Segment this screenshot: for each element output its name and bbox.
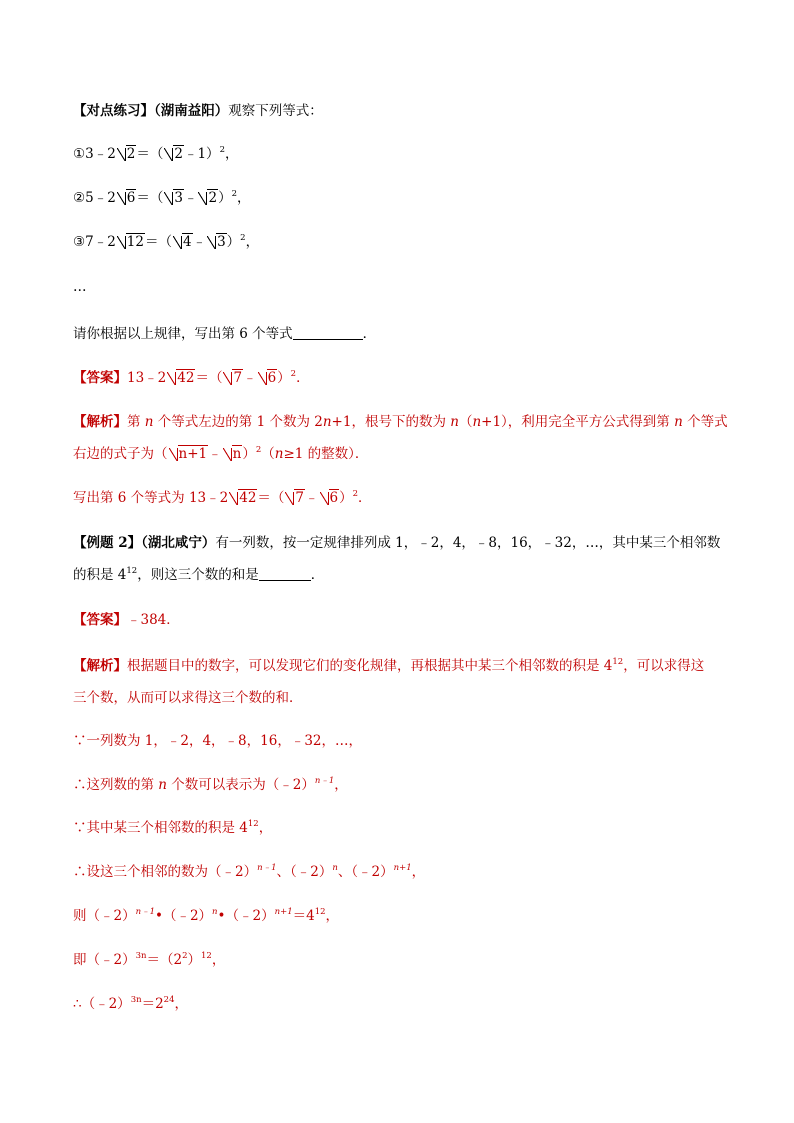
answer1-close: ） bbox=[277, 370, 291, 386]
answer1-radicand-2: 7 bbox=[233, 370, 243, 386]
sqrt-symbol bbox=[117, 232, 145, 252]
sqrt-symbol bbox=[198, 188, 218, 208]
answer1-period: ． bbox=[296, 370, 310, 386]
eq1-equals: ＝（ bbox=[136, 146, 164, 162]
eq2-radicand-3: 2 bbox=[208, 190, 218, 206]
sqrt-symbol bbox=[164, 188, 184, 208]
exponent: n﹣1 bbox=[314, 776, 335, 786]
analysis-label: 【解析】 bbox=[73, 658, 127, 674]
minus: ﹣ bbox=[305, 490, 319, 506]
eq1-radicand: 2 bbox=[126, 146, 136, 162]
text: +1），利用完全平方公式得到第 bbox=[481, 414, 675, 430]
sqrt-symbol bbox=[285, 488, 305, 508]
analysis-2-line-1 bbox=[73, 656, 704, 676]
eq1-right: ﹣1） bbox=[183, 146, 220, 162]
close: ） bbox=[339, 490, 353, 506]
text: +1，根号下的数为 bbox=[331, 414, 451, 430]
practice-intro: 观察下列等式： bbox=[228, 103, 323, 119]
step-1: ∵一列数为 1，﹣2，4，﹣8，16，﹣32，…， bbox=[73, 733, 363, 749]
sqrt-symbol bbox=[117, 144, 137, 164]
exponent: n bbox=[212, 907, 218, 917]
radicand: 6 bbox=[329, 490, 339, 506]
text: •（﹣2） bbox=[154, 908, 213, 924]
practice-source: （湖南益阳） bbox=[154, 103, 229, 119]
text: 个数可以表示为（﹣2） bbox=[167, 777, 315, 793]
text: 即（﹣2） bbox=[73, 952, 136, 968]
comma: ， bbox=[325, 908, 340, 924]
analysis-1-line-2 bbox=[73, 444, 368, 464]
period: ． bbox=[358, 490, 372, 506]
step-7 bbox=[73, 994, 188, 1014]
analysis-2-line-2: 三个数，从而可以求得这三个数的和． bbox=[73, 690, 303, 706]
eq3-left: ③7﹣2 bbox=[73, 234, 116, 250]
var-n: n bbox=[158, 777, 167, 793]
exponent: n+1 bbox=[274, 907, 293, 917]
eq1-radicand-2: 2 bbox=[174, 146, 183, 162]
text: 第 bbox=[127, 414, 145, 430]
analysis-1-line-3 bbox=[73, 488, 372, 508]
sqrt-symbol bbox=[258, 368, 278, 388]
eq3-close: ） bbox=[226, 234, 241, 250]
answer1-minus: ﹣ bbox=[243, 370, 257, 386]
sqrt-symbol bbox=[117, 188, 137, 208]
text: ＝4 bbox=[292, 908, 315, 924]
eq2-equals: ＝（ bbox=[136, 190, 164, 206]
exponent: 12 bbox=[201, 951, 212, 961]
step-2 bbox=[73, 775, 348, 795]
example-2-line-1 bbox=[73, 533, 720, 553]
eq3-radicand-3: 3 bbox=[217, 234, 226, 250]
practice-heading bbox=[73, 101, 323, 121]
var-n: n bbox=[674, 414, 683, 430]
equation-1 bbox=[73, 144, 238, 164]
text: ＝（2 bbox=[146, 952, 183, 968]
var-n: n bbox=[274, 446, 284, 462]
eq2-minus: ﹣ bbox=[183, 190, 198, 206]
exponent: 3n bbox=[130, 995, 142, 1005]
period: ． bbox=[310, 567, 325, 583]
text: ，可以求得这 bbox=[623, 658, 705, 674]
step-6 bbox=[73, 950, 225, 970]
ellipsis: … bbox=[73, 279, 87, 295]
radicand: 42 bbox=[239, 490, 257, 506]
answer1-radicand-3: 6 bbox=[267, 370, 277, 386]
sqrt-symbol bbox=[223, 368, 243, 388]
eq2-radicand: 6 bbox=[126, 190, 136, 206]
sqrt-symbol bbox=[229, 488, 257, 508]
eq3-radicand-2: 4 bbox=[182, 234, 192, 250]
var-n: n bbox=[322, 414, 332, 430]
answer1-square: 2 bbox=[290, 369, 297, 379]
text: 写出第 6 个等式为 13﹣2 bbox=[73, 490, 229, 506]
sqrt-symbol bbox=[167, 368, 195, 388]
text: 根据题目中的数字，可以发现它们的变化规律，再根据其中某三个相邻数的积是 4 bbox=[127, 658, 613, 674]
step-4 bbox=[73, 862, 425, 882]
eq3-square: 2 bbox=[240, 233, 246, 243]
question-text: 请你根据以上规律，写出第 6 个等式 bbox=[73, 326, 293, 342]
exponent: n bbox=[332, 863, 338, 873]
exponent: 2 bbox=[182, 951, 188, 961]
answer-label: 【答案】 bbox=[73, 612, 127, 628]
answer-1 bbox=[73, 368, 310, 388]
text: ，则这三个数的和是 bbox=[137, 567, 259, 583]
exponent: n﹣1 bbox=[257, 863, 277, 873]
exponent: 12 bbox=[314, 907, 326, 917]
text: 的积是 4 bbox=[73, 567, 127, 583]
text: 个等式左边的第 1 个数为 2 bbox=[153, 414, 323, 430]
radicand: n bbox=[232, 446, 242, 462]
answer1-equals: ＝（ bbox=[195, 370, 223, 386]
answer-label: 【答案】 bbox=[73, 370, 127, 386]
var-n: n bbox=[144, 414, 154, 430]
text: •（﹣2） bbox=[217, 908, 275, 924]
eq1-left: ①3﹣2 bbox=[73, 146, 116, 162]
answer1-left: 13﹣2 bbox=[127, 370, 167, 386]
text: （ bbox=[458, 414, 473, 430]
question-period: ． bbox=[362, 326, 377, 342]
sqrt-symbol bbox=[223, 444, 243, 464]
eq1-square: 2 bbox=[219, 145, 225, 155]
text: 个等式 bbox=[682, 414, 728, 430]
text: ＝2 bbox=[141, 996, 164, 1012]
close: ） bbox=[242, 446, 256, 462]
square: 2 bbox=[352, 489, 359, 499]
comma: ， bbox=[258, 820, 273, 836]
sqrt-symbol bbox=[320, 488, 340, 508]
example-label: 【例题 2】 bbox=[73, 535, 142, 551]
eq3-comma: ， bbox=[245, 234, 260, 250]
text: 、（﹣2） bbox=[276, 864, 333, 880]
text: 、（﹣2） bbox=[337, 864, 394, 880]
answer-2 bbox=[73, 610, 180, 630]
practice-label: 【对点练习】 bbox=[73, 103, 154, 119]
text: ∴这列数的第 bbox=[73, 777, 159, 793]
eq2-radicand-2: 3 bbox=[174, 190, 183, 206]
eq2-comma: ， bbox=[236, 190, 251, 206]
exponent: 24 bbox=[163, 995, 175, 1005]
step-5 bbox=[73, 906, 339, 926]
comma: ， bbox=[211, 952, 226, 968]
minus: ﹣ bbox=[208, 446, 222, 462]
eq2-close: ） bbox=[218, 190, 232, 206]
equation-3 bbox=[73, 232, 259, 252]
equation-2 bbox=[73, 188, 250, 208]
analysis-1-line-1 bbox=[73, 412, 728, 432]
text: ∴（﹣2） bbox=[73, 996, 131, 1012]
exponent: 3n bbox=[135, 951, 147, 961]
sqrt-symbol bbox=[169, 444, 209, 464]
exponent: n+1 bbox=[393, 863, 412, 873]
exponent: 12 bbox=[612, 657, 624, 667]
example-source: （湖北咸宁） bbox=[141, 535, 216, 551]
example-2-line-2 bbox=[73, 565, 324, 585]
exponent: n﹣1 bbox=[135, 907, 155, 917]
text: ≥1 的整数）． bbox=[283, 446, 369, 462]
exponent: 12 bbox=[126, 566, 138, 576]
radicand: 7 bbox=[295, 490, 305, 506]
eq2-left: ②5﹣2 bbox=[73, 190, 116, 206]
comma: ， bbox=[334, 777, 348, 793]
text: ∵其中某三个相邻数的积是 4 bbox=[73, 820, 248, 836]
practice-question bbox=[73, 324, 376, 344]
step-3 bbox=[73, 818, 272, 838]
equals: ＝（ bbox=[257, 490, 285, 506]
text: 则（﹣2） bbox=[73, 908, 136, 924]
square: 2 bbox=[255, 445, 262, 455]
sqrt-symbol bbox=[173, 232, 193, 252]
text: ∴设这三个相邻的数为（﹣2） bbox=[73, 864, 258, 880]
answer-blank bbox=[293, 325, 363, 340]
eq1-comma: ， bbox=[224, 146, 239, 162]
sqrt-symbol bbox=[207, 232, 227, 252]
var-n: n bbox=[450, 414, 459, 430]
answer-blank bbox=[259, 566, 311, 581]
paren: （ bbox=[261, 446, 275, 462]
eq3-equals: ＝（ bbox=[144, 234, 172, 250]
comma: ， bbox=[174, 996, 188, 1012]
sqrt-symbol bbox=[164, 144, 184, 164]
text: 有一列数，按一定规律排列成 1，﹣2，4，﹣8，16，﹣32，…，其中某三个相邻数 bbox=[215, 535, 721, 551]
answer-value: ﹣384． bbox=[127, 612, 180, 628]
eq3-radicand: 12 bbox=[126, 234, 144, 250]
var-n: n bbox=[472, 414, 482, 430]
comma: ， bbox=[411, 864, 426, 880]
answer1-radicand: 42 bbox=[177, 370, 195, 386]
radicand: n+1 bbox=[178, 446, 208, 462]
exponent: 12 bbox=[247, 819, 259, 829]
eq2-square: 2 bbox=[231, 189, 237, 199]
text: 右边的式子为（ bbox=[73, 446, 168, 462]
eq3-minus: ﹣ bbox=[192, 234, 207, 250]
analysis-label: 【解析】 bbox=[73, 414, 127, 430]
text: ） bbox=[187, 952, 201, 968]
